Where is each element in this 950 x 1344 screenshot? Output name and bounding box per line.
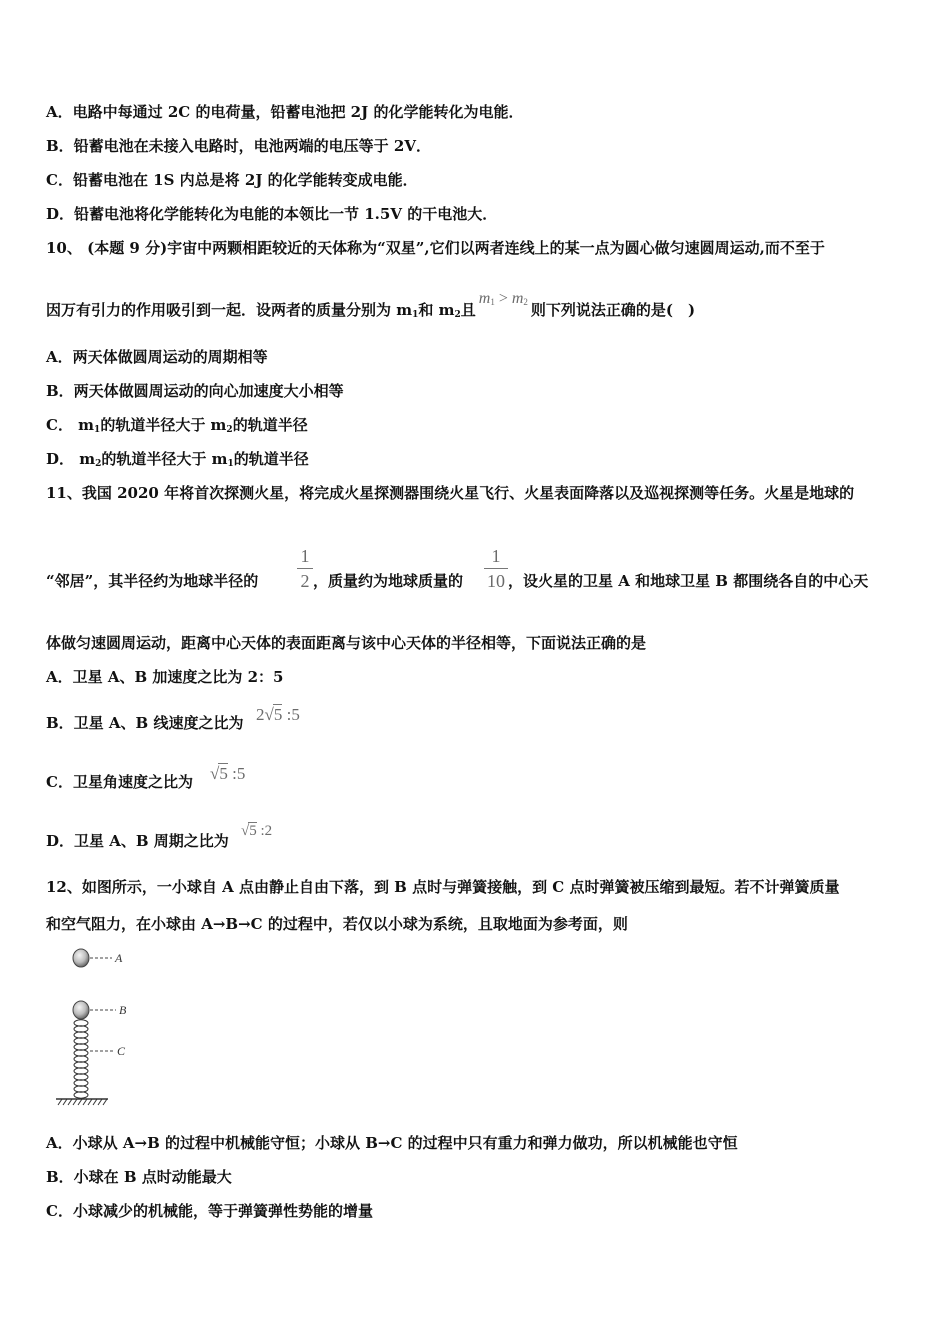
q12-stem-line-1: 12、如图所示，一小球自 A 点由静止自由下落，到 B 点时与弹簧接触，到 C 点时弹簧被压缩到最短。若不计弹簧质量 xyxy=(46,878,840,896)
q9-option-c: C．铅蓄电池在 1S 内总是将 2J 的化学能转变成电能． xyxy=(46,171,418,189)
q11-fraction-radius: 1 2 xyxy=(297,546,313,591)
q10-stem-line-2: 因万有引力的作用吸引到一起．设两者的质量分别为 $m_1$和 $m_2$且$m_1 > m_2$ 则下列说法正确的是( ) xyxy=(46,290,696,320)
q11-option-d-ratio: √5 :2 xyxy=(241,823,273,839)
spring xyxy=(74,1020,88,1098)
ball-at-b xyxy=(73,1001,89,1019)
q12-option-a: A．小球从 A→B 的过程中机械能守恒；小球从 B→C 的过程中只有重力和弹力做功，所以机械能也守恒 xyxy=(46,1134,738,1152)
q10-option-b: B．两天体做圆周运动的向心加速度大小相等 xyxy=(46,382,344,400)
q9-option-d: D．铅蓄电池将化学能转化为电能的本领比一节 1.5V 的干电池大． xyxy=(46,205,498,223)
q12-option-b: B．小球在 B 点时动能最大 xyxy=(46,1168,232,1186)
q11-stem-line-2b: ，质量约为地球质量的 xyxy=(313,572,464,590)
q12-option-c: C．小球减少的机械能，等于弹簧弹性势能的增量 xyxy=(46,1202,373,1220)
ball-at-a xyxy=(73,949,89,967)
label-c: C xyxy=(117,1044,126,1058)
q11-stem-line-2a: “邻居”，其半径约为地球半径的 xyxy=(46,572,259,590)
ground xyxy=(56,1099,108,1105)
q11-option-c-ratio: √5 :5 xyxy=(210,764,246,783)
q11-option-b-ratio: 2√5 :5 xyxy=(256,705,300,724)
q11-option-c: C．卫星角速度之比为 xyxy=(46,773,193,791)
q11-stem-line-1: 11、我国 2020 年将首次探测火星，将完成火星探测器围绕火星飞行、火星表面降落以及巡视探测等任务。火星是地球的 xyxy=(46,484,855,502)
q10-option-d: D． $m_2$的轨道半径大于 $m_1$的轨道半径 xyxy=(46,450,309,469)
q10-option-a: A．两天体做圆周运动的周期相等 xyxy=(46,348,268,366)
label-a: A xyxy=(115,951,123,965)
q11-option-a: A．卫星 A、B 加速度之比为 2：5 xyxy=(46,668,284,686)
q11-option-d: D．卫星 A、B 周期之比为 xyxy=(46,832,229,850)
q11-fraction-mass: 1 10 xyxy=(484,546,508,591)
q12-stem-line-2: 和空气阻力，在小球由 A→B→C 的过程中，若仅以小球为系统，且取地面为参考面，则 xyxy=(46,915,628,933)
q10-stem-line-1: 10、 (本题 9 分)宇宙中两颗相距较近的天体称为“双星”,它们以两者连线上的某一点为圆心做匀速圆周运动,而不至于 xyxy=(46,239,825,257)
q11-option-b: B．卫星 A、B 线速度之比为 xyxy=(46,714,244,732)
q11-stem-line-2c: ，设火星的卫星 A 和地球卫星 B 都围绕各自的中心天 xyxy=(508,572,869,590)
q9-option-a: A．电路中每通过 2C 的电荷量，铅蓄电池把 2J 的化学能转化为电能． xyxy=(46,103,524,121)
q11-stem-line-3: 体做匀速圆周运动，距离中心天体的表面距离与该中心天体的半径相等，下面说法正确的是 xyxy=(46,634,647,652)
q10-mass-inequality: $m_1 > m_2$ xyxy=(478,290,528,307)
q10-option-c: C． $m_1$的轨道半径大于 $m_2$的轨道半径 xyxy=(46,416,308,435)
spring-ball-figure xyxy=(52,944,152,1109)
label-b: B xyxy=(119,1003,127,1017)
q9-option-b: B．铅蓄电池在未接入电路时，电池两端的电压等于 2V． xyxy=(46,137,431,155)
